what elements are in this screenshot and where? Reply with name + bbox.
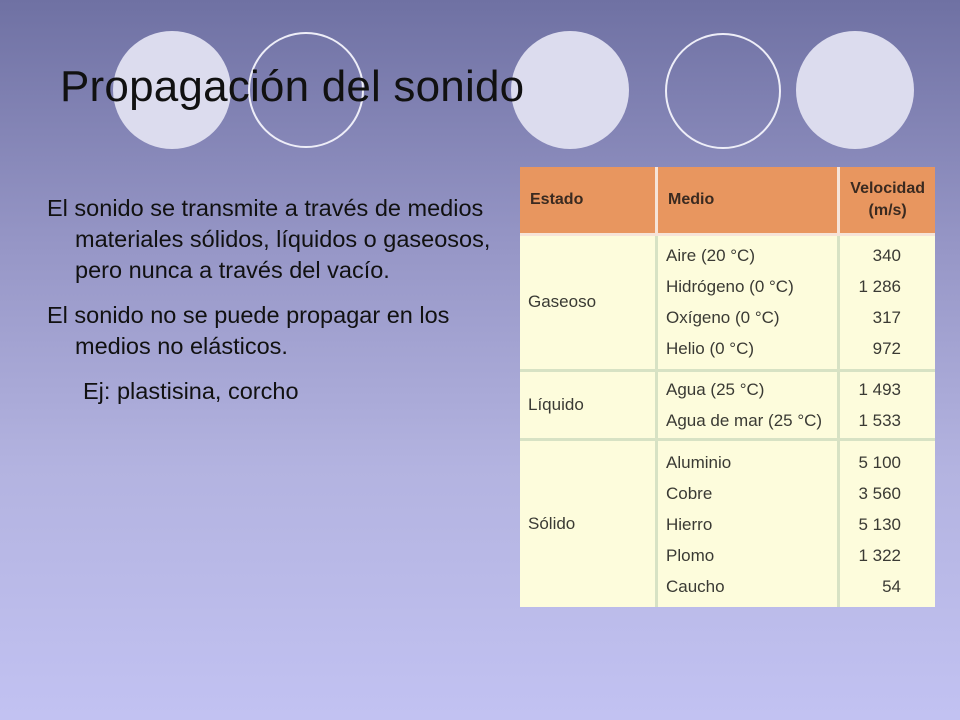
medium-item: Cobre — [666, 483, 713, 503]
decorative-circle-filled — [796, 31, 914, 149]
speed-value: 1 533 — [858, 410, 901, 430]
medium-item: Helio (0 °C) — [666, 339, 755, 359]
header-medium: Medio — [657, 167, 839, 235]
medium-item: Aire (20 °C) — [666, 246, 755, 266]
sound-speed-table — [520, 167, 935, 607]
speed-value: 5 100 — [858, 452, 901, 472]
speed-value: 3 560 — [858, 483, 901, 503]
medium-cell — [657, 440, 839, 607]
body-paragraph: El sonido se transmite a través de medios materiales sólidos, líquidos o gaseosos, pero nunca a través del vacío. — [47, 195, 491, 283]
slide-title: Propagación del sonido — [60, 62, 525, 111]
medium-item: Caucho — [666, 576, 725, 596]
speed-value: 5 130 — [858, 514, 901, 534]
medium-item: Plomo — [666, 545, 715, 565]
header-speed — [839, 167, 935, 235]
state-cell: Líquido — [520, 370, 657, 439]
header-state: Estado — [520, 167, 657, 235]
medium-item: Hierro — [666, 514, 713, 534]
decorative-circle-ring — [665, 33, 781, 149]
state-cell: Gaseoso — [520, 235, 657, 371]
speed-value: 972 — [872, 339, 901, 359]
speed-value: 317 — [872, 308, 901, 328]
state-cell: Sólido — [520, 440, 657, 607]
table-row-liquido — [520, 370, 935, 439]
header-speed-line2: (m/s) — [868, 202, 907, 219]
example-text: Ej: plastisina, corcho — [83, 378, 299, 404]
table-row-gaseoso — [520, 235, 935, 371]
body-text — [47, 193, 507, 407]
decorative-circle-filled — [511, 31, 629, 149]
medium-item: Agua de mar (25 °C) — [666, 410, 823, 430]
speed-cell — [839, 235, 935, 371]
speed-value: 1 322 — [858, 545, 901, 565]
medium-item: Oxígeno (0 °C) — [666, 308, 780, 328]
medium-cell — [657, 235, 839, 371]
table-header-row — [520, 167, 935, 235]
medium-item: Aluminio — [666, 452, 732, 472]
speed-value: 54 — [882, 576, 901, 596]
speed-table — [520, 167, 935, 607]
speed-cell — [839, 370, 935, 439]
speed-cell — [839, 440, 935, 607]
medium-item: Agua (25 °C) — [666, 379, 765, 399]
speed-value: 1 286 — [858, 277, 901, 297]
medium-item: Hidrógeno (0 °C) — [666, 277, 794, 297]
speed-value: 1 493 — [858, 379, 901, 399]
table-row-solido — [520, 440, 935, 607]
medium-cell — [657, 370, 839, 439]
body-paragraph: El sonido no se puede propagar en los medios no elásticos. — [47, 302, 450, 359]
header-speed-line1: Velocidad — [850, 180, 925, 197]
speed-value: 340 — [872, 246, 901, 266]
